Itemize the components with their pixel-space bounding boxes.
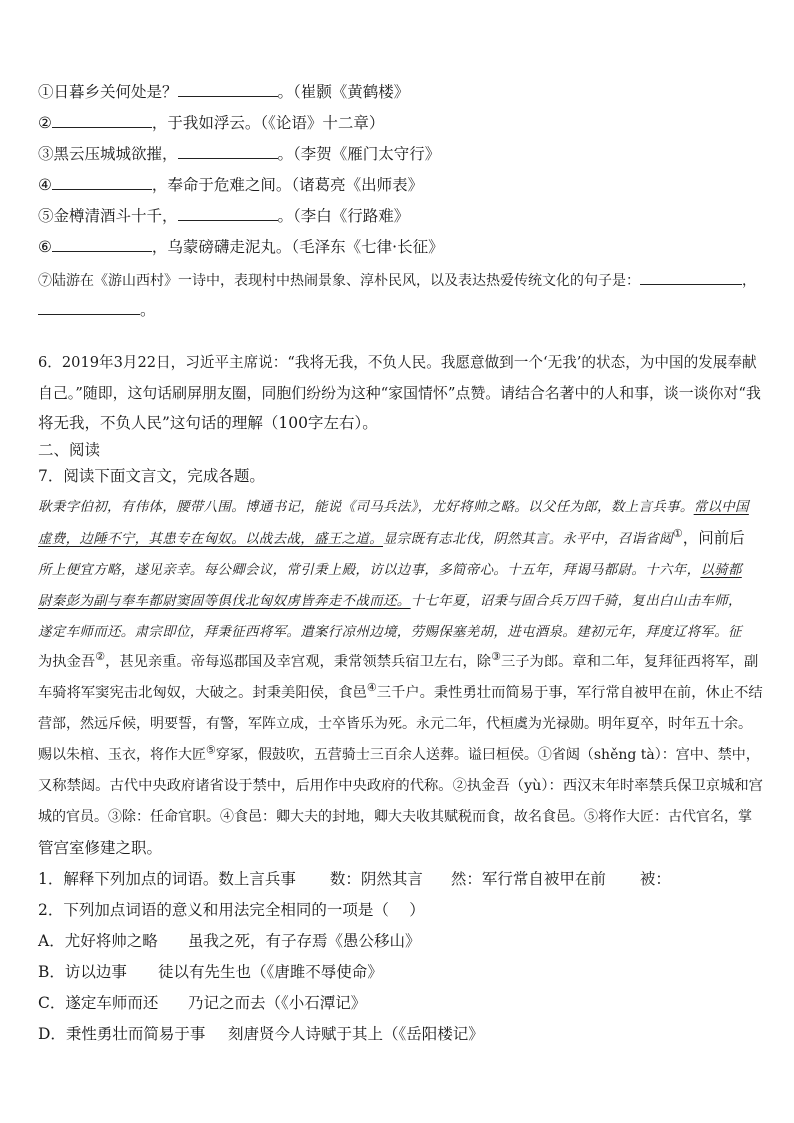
footnote-line: 管宫室修建之职。: [38, 839, 163, 857]
passage-text: 三千户。秉性勇壮而简易于事，军行常自被甲在前，休止不结: [376, 685, 763, 701]
option-a[interactable]: [38, 931, 421, 951]
option-c[interactable]: [38, 993, 366, 1013]
section-heading: 二、阅读: [38, 441, 101, 459]
subquestion-2: 2．下列加点词语的意义和用法完全相同的一项是（ ）: [38, 901, 425, 919]
option-text: 虽我之死，有子存焉《愚公移山》: [188, 932, 421, 950]
passage-text: 十七年夏，诏秉与固合兵万四千骑，复出白山击车师，: [410, 593, 742, 609]
option-text: 徒以有先生也（《唐雎不辱使命》: [158, 963, 383, 981]
fill-item-5: [38, 206, 409, 226]
passage-line: [38, 683, 763, 703]
fill-item-7: [38, 270, 756, 291]
passage-text: 遂定车师而还。肃宗即位，拜秉征西将军。遣案行凉州边境，劳赐保塞羌胡，进屯酒泉。建初元年，拜度辽将军。征: [38, 624, 742, 640]
answer-blank[interactable]: [178, 82, 278, 97]
footnote-marker: ②: [95, 650, 106, 664]
option-d[interactable]: [38, 1024, 484, 1044]
q6-line3: 将无我，不负人民”这句话的理解（100字左右）。: [38, 414, 378, 432]
fill-item-1: [38, 82, 409, 102]
question-text: 然：军行常自被甲在前: [450, 870, 606, 888]
fill-item-text: ①日暮乡关何处是？: [38, 83, 178, 101]
fill-item-source: 。（李白《行路难》: [277, 207, 410, 225]
answer-blank[interactable]: [178, 206, 278, 221]
underlined-sentence: 以骑都: [700, 562, 742, 578]
footnote-marker: ①: [672, 526, 683, 540]
passage-line: [38, 497, 749, 517]
passage-text: 显宗既有志北伐，阴然其言。永平中，召诣省闼: [383, 531, 673, 547]
footnote-marker: ④: [366, 681, 377, 695]
underlined-sentence: 尉秦彭为副与奉车都尉窦固等俱伐北匈奴虏皆奔走不战而还。: [38, 593, 411, 609]
fill-item-source: 。（崔颢《黄鹤楼》: [277, 83, 410, 101]
footnote-marker: ③: [491, 650, 501, 664]
fill-item-7-cont: [38, 300, 156, 320]
option-label: A．尤好将帅之略: [38, 932, 158, 950]
fill-item-text: ③黑云压城城欲摧，: [38, 145, 178, 163]
answer-blank[interactable]: [640, 270, 742, 285]
passage-text: 穿冢，假鼓吹，五营骑士三百余人送葬。谥曰桓侯。①省闼（shěng tà）：宫中、禁中，: [215, 747, 760, 763]
fill-item-6: [38, 237, 444, 257]
passage-text: ，问前后: [682, 529, 745, 547]
fill-item-text: ⑥: [38, 238, 52, 256]
q6-line1: 6．2019年3月22日，习近平主席说：“我将无我，不负人民。我愿意做到一个‘无我’的状态，为中国的发展奉献: [38, 354, 757, 371]
footnote-line: 城的官员。③除：任命官职。④食邑：卿大夫的封地，卿大夫收其赋税而食，故名食邑。⑤将作大匠：古代官名，掌: [38, 809, 752, 825]
answer-blank[interactable]: [52, 175, 152, 190]
passage-line: [38, 559, 742, 580]
fill-item-text: ②: [38, 114, 52, 132]
punct: 。: [140, 301, 156, 319]
answer-blank[interactable]: [38, 300, 140, 315]
subquestion-1: [38, 869, 671, 889]
underlined-sentence: 虚费，边陲不宁，其患专在匈奴。以战去战，盛王之道。: [38, 531, 383, 547]
passage-line: [38, 652, 758, 672]
fill-item-source: ，乌蒙磅礴走泥丸。（毛泽东《七律·长征》: [151, 238, 444, 256]
question-text: 数：阴然其言: [329, 870, 423, 888]
passage-line: [38, 590, 742, 611]
passage-line: [38, 745, 760, 765]
option-label: D．秉性勇壮而简易于事: [38, 1025, 206, 1043]
footnote-line: 又称禁闼。古代中央政府诸省设于禁中，后用作中央政府的代称。②执金吾（yù）：西汉末年时率禁兵保卫京城和宫: [38, 778, 763, 794]
answer-blank[interactable]: [52, 237, 152, 252]
q7-title: 7．阅读下面文言文，完成各题。: [38, 467, 265, 485]
fill-item-source: 。（李贺《雁门太守行》: [277, 145, 441, 163]
passage-text: 三子为郎。章和二年，复拜征西将军，副: [500, 654, 759, 670]
passage-text: 赐以朱棺、玉衣，将作大匠: [38, 747, 206, 763]
option-b[interactable]: [38, 962, 383, 982]
fill-item-text: ④: [38, 176, 52, 194]
passage-text: 所上便宜方略，遂见亲幸。每公卿会议，常引秉上殿，访以边事，多简帝心。十五年，拜谒马都尉。十六年，: [38, 562, 701, 578]
passage-text: 为执金吾: [38, 654, 96, 670]
passage-text: 耿秉字伯初，有伟体，腰带八围。博通书记，能说《司马兵法》，尤好将帅之略。以父任为郎，数上言兵事。: [38, 499, 694, 515]
option-text: 刻唐贤今人诗赋于其上（《岳阳楼记》: [228, 1025, 484, 1043]
option-text: 乃记之而去（《小石潭记》: [188, 994, 367, 1012]
fill-item-3: [38, 144, 440, 164]
fill-item-text: ⑦陆游在《游山西村》一诗中，表现村中热闹景象、淳朴民风，以及表达热爱传统文化的句子是：: [38, 273, 640, 289]
passage-text: 车骑将军窦宪击北匈奴，大破之。封秉美阳侯，食邑: [38, 685, 367, 701]
option-label: B．访以边事: [38, 963, 127, 981]
fill-item-source: ，于我如浮云。（《论语》十二章）: [151, 114, 385, 132]
fill-item-4: [38, 175, 423, 195]
question-text: 1．解释下列加点的词语。数上言兵事: [38, 870, 296, 888]
underlined-sentence: 常以中国: [693, 499, 749, 515]
fill-item-source: ，奉命于危难之间。（诸葛亮《出师表》: [151, 176, 424, 194]
footnote-marker: ⑤: [206, 743, 216, 757]
punct: ，: [742, 273, 756, 289]
fill-item-2: [38, 113, 384, 133]
passage-text: ，甚见亲重。帝每巡郡国及幸宫观，秉常领禁兵宿卫左右，除: [105, 654, 492, 670]
passage-line: [38, 528, 745, 549]
question-text: 被：: [639, 870, 671, 888]
answer-blank[interactable]: [52, 113, 152, 128]
q6-line2: 自己。”随即，这句话刷屏朋友圈，同胞们纷纷为这种“家国情怀”点赞。请结合名著中的人和事，谈一谈你对“我: [38, 384, 761, 402]
passage-line: 营部，然远斥候，明要誓，有警，军阵立成，士卒皆乐为死。永元二年，代桓虞为光禄勋。明年夏卒，时年五十余。: [38, 716, 752, 732]
passage-line: [38, 621, 742, 642]
answer-blank[interactable]: [178, 144, 278, 159]
option-label: C．遂定车师而还: [38, 994, 159, 1012]
fill-item-text: ⑤金樽清酒斗十千，: [38, 207, 178, 225]
